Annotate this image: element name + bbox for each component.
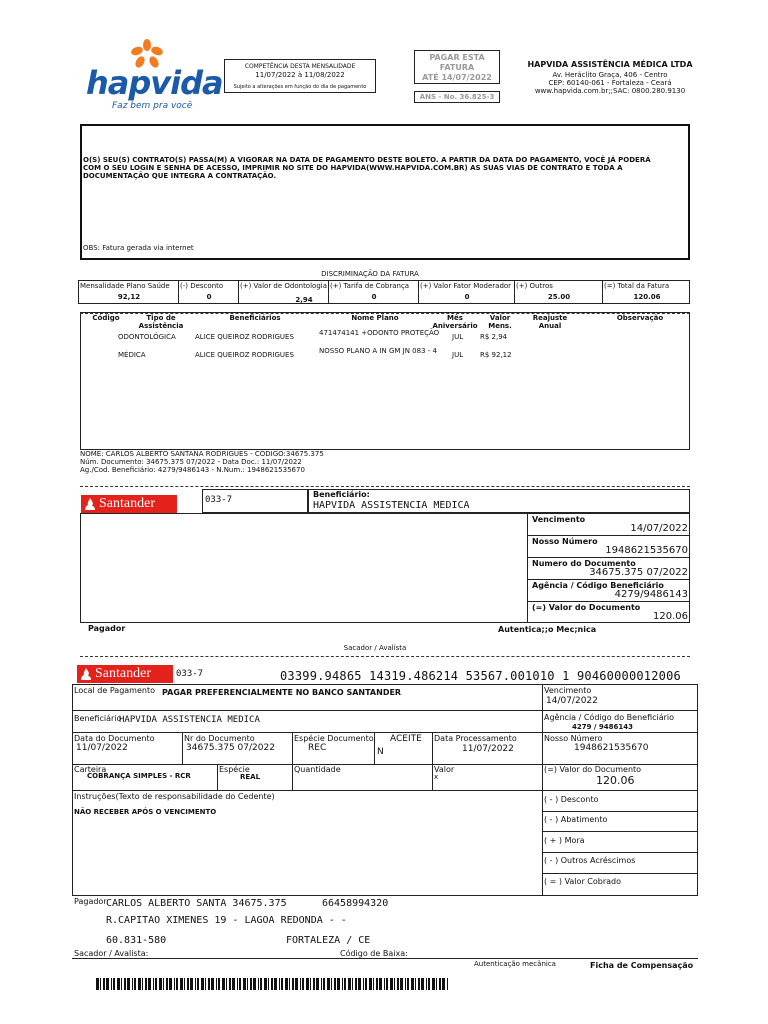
ficha-bank-code: 033-7 [176,669,204,679]
items-header-2: Beneficiários [229,314,281,322]
barcode-bar [247,978,248,990]
obs-text: OBS: Fatura gerada via internet [83,244,194,252]
ficha-vline [182,732,183,764]
ficha-vline [292,732,293,764]
ficha-instrucoes-label: Instruções(Texto de responsabilidade do Cedente) [74,792,275,801]
recibo-field-divider [527,557,690,558]
barcode-bar [243,978,246,990]
ficha-abatimento-label: ( - ) Abatimento [544,815,608,824]
disc-cell-5 [514,280,602,304]
items-header-3: Nome Plano [351,314,399,322]
items-header-5: Valor Mens. [488,314,512,330]
ficha-especie-label: Espécie [219,765,250,774]
disc-value: 120.06 [633,293,661,301]
recibo-bank-code-box [202,489,308,513]
ficha-beneficiario: HAPVIDA ASSISTENCIA MEDICA [119,715,260,725]
ficha-nosso-numero-label: Nosso Número [544,734,603,743]
ficha-data-proc-label: Data Processamento [434,734,517,743]
ficha-especie-doc-label: Espécie Documento [294,734,374,743]
barcode-bar [369,978,372,990]
barcode-bar [426,978,427,990]
row-tipo: ODONTOLÓGICA [118,333,176,341]
ficha-bottom-line [72,958,698,959]
items-header-7: Observação [616,314,664,322]
barcode-bar [436,978,437,990]
company-addr1: Av. Heráclito Graça, 406 - Centro [552,71,668,79]
barcode-bar [103,978,105,990]
barcode-bar [145,978,147,990]
ficha-agencia: 4279 / 9486143 [572,723,634,731]
barcode-bar [124,978,126,990]
barcode-bar [132,978,133,990]
barcode-bar [295,978,298,990]
disc-value: 0 [464,293,470,301]
barcode-bar [106,978,109,990]
hapvida-logo [86,38,223,116]
barcode-bar [331,978,332,990]
ficha-outros-label: ( - ) Outros Acréscimos [544,856,636,865]
ficha-local: PAGAR PREFERENCIALMENTE NO BANCO SANTANDER [162,688,402,697]
competencia-period: 11/07/2022 à 11/08/2022 [255,71,345,79]
barcode-bar [111,978,112,990]
competencia-note: Sujeito a alterações em função do dia de pagamento [233,84,367,90]
barcode-bar [363,978,364,990]
barcode-bar [180,978,183,990]
row-plano: NOSSO PLANO A IN GM JN 083 - 4 [319,347,437,355]
barcode-bar [218,978,220,990]
contract-notice-box [80,124,690,260]
recibo-valor: 120.06 [653,611,688,622]
pay-line2: FATURA [439,63,475,72]
ficha-pagador-cep: 60.831-580 [106,935,167,946]
ficha-valor-label: Valor [434,765,455,774]
barcode-bar [258,978,259,990]
barcode-bar [100,978,101,990]
disc-cell-3 [328,280,418,304]
disc-cell-2 [238,280,328,304]
barcode-bar [153,978,154,990]
row-mes: JUL [452,351,464,359]
barcode-bar [352,978,353,990]
ficha-pagador-line2: R.CAPITAO XIMENES 19 - LAGOA REDONDA - - [106,915,347,926]
ficha-pagador-city: FORTALEZA / CE [286,935,371,946]
barcode-bar [121,978,122,990]
table-row [80,348,690,366]
barcode-bar [302,978,304,990]
barcode-bar [239,978,241,990]
barcode-bar [316,978,319,990]
recibo-num-doc: 34675.375 07/2022 [589,567,688,578]
ficha-cobrado-label: ( = ) Valor Cobrado [544,877,621,886]
barcode-bar [232,978,235,990]
disc-cell-4 [418,280,514,304]
barcode-bar [358,978,361,990]
barcode-bar [155,978,157,990]
barcode-bar [190,978,193,990]
company-addr3: www.hapvida.com.br;;SAC: 0800.280.9130 [534,87,686,95]
barcode-bar [386,978,388,990]
recibo-beneficiario-box [308,489,690,513]
recibo-vencimento: 14/07/2022 [630,523,688,534]
barcode-bar [321,978,322,990]
linha-digitavel: 03399.94865 14319.486214 53567.001010 1 90460000012006 [280,669,681,683]
barcode-bar [342,978,343,990]
barcode-bar [279,978,280,990]
barcode-bar [418,978,420,990]
barcode-bar [365,978,367,990]
ficha-compensacao-label: Ficha de Compensação [590,961,694,970]
discriminacao-title: DISCRIMINAÇÃO DA FATURA [321,270,419,278]
ficha-pagador-doc: 66458994320 [322,898,389,909]
disc-cell-0 [78,280,178,304]
company-name: HAPVIDA ASSISTÊNCIA MÉDICA LTDA [527,60,693,69]
barcode-bar [268,978,269,990]
recibo-agencia: 4279/9486143 [614,589,688,600]
ficha-data-doc: 11/07/2022 [76,743,128,753]
barcode-bar [379,978,382,990]
items-header-0: Código [92,314,120,322]
payer-info-line3: Ag./Cod. Beneficiário: 4279/9486143 - N.Num.: 1948621535670 [80,466,305,474]
barcode-bar [310,978,311,990]
disc-label: (+) Outros [516,282,553,290]
ficha-especie-doc: REC [308,743,327,753]
recibo-sacador-label: Sacador / Avalista [343,644,407,652]
row-valor: R$ 92,12 [480,351,512,359]
ficha-carteira: COBRANÇA SIMPLES - RCR [87,772,191,780]
ficha-vline [292,764,293,790]
disc-value: 2,94 [295,296,313,304]
barcode-bar [174,978,175,990]
barcode-bar [323,978,325,990]
barcode-bar [442,978,445,990]
barcode-bar [163,978,164,990]
barcode-bar [355,978,357,990]
ficha-hline [542,831,698,832]
recibo-nosso-numero: 1948621535670 [605,545,688,556]
disc-value: 0 [206,293,212,301]
disc-label: Mensalidade Plano Saúde [80,282,170,290]
recibo-bank-code: 033-7 [205,495,233,505]
barcode-bar [229,978,231,990]
cut-line-top [80,486,690,487]
barcode-bar [187,978,189,990]
ficha-local-label: Local de Pagamento [74,686,155,695]
disc-label: (=) Total da Fatura [604,282,670,290]
ficha-hline [542,852,698,853]
disc-cell-1 [178,280,238,304]
barcode-bar [447,978,448,990]
barcode-bar [285,978,288,990]
barcode-bar [211,978,214,990]
barcode-bar [159,978,162,990]
ficha-hline [542,873,698,874]
barcode-bar [169,978,172,990]
santander-logo-ficha [77,665,173,683]
barcode-bar [260,978,262,990]
barcode-bar [197,978,199,990]
row-tipo: MÉDICA [118,351,146,359]
barcode-bar [216,978,217,990]
ficha-autenticacao-label: Autenticação mecânica [474,960,556,968]
barcode-bar [390,978,393,990]
items-header-4: Mês Aniversário [432,314,478,330]
barcode-bar [134,978,136,990]
recibo-field-divider [527,601,690,602]
barcode-bar [334,978,336,990]
ficha-vencimento-label: Vencimento [544,686,592,695]
barcode-bar [148,978,151,990]
barcode-bar [428,978,430,990]
ficha-vline [432,732,433,764]
recibo-nosso-numero-label: Nosso Número [532,537,598,546]
barcode-bar [411,978,414,990]
barcode-bar [222,978,225,990]
disc-cell-6 [602,280,690,304]
ficha-especie: REAL [240,773,261,781]
barcode-bar [201,978,204,990]
ficha-hline [72,710,698,711]
disc-value: 25.00 [547,293,571,301]
ficha-quantidade-label: Quantidade [294,765,341,774]
barcode-bar [281,978,283,990]
barcode-bar [138,978,141,990]
barcode-bar [274,978,277,990]
disc-label: (+) Valor Fator Moderador [420,282,512,290]
ficha-codigo-baixa-label: Código de Baixa: [340,949,408,958]
barcode-bar [289,978,290,990]
payer-info [80,450,480,474]
barcode-bar [205,978,206,990]
barcode-bar [373,978,374,990]
barcode-bar [226,978,227,990]
pay-line1: PAGAR ESTA [429,53,485,62]
recibo-beneficiario-label: Beneficiário: [313,490,370,499]
barcode-bar [397,978,399,990]
barcode-bar [127,978,130,990]
santander-logo-recibo [81,495,177,513]
barcode-bar [142,978,143,990]
ficha-nr-doc: 34675.375 07/2022 [186,743,275,753]
competencia-title: COMPETÊNCIA DESTA MENSALIDADE [244,63,356,70]
ficha-desconto-label: ( - ) Desconto [544,795,599,804]
disc-label: (+) Tarifa de Cobrança [330,282,410,290]
row-beneficiario: ALICE QUEIROZ RODRIGUES [195,351,294,359]
ficha-aceite: N [377,747,384,757]
ficha-mora-label: ( + ) Mora [544,836,585,845]
barcode-bar [113,978,115,990]
recibo-agencia-label: Agência / Código Beneficiário [532,581,664,590]
ans-box [414,91,500,103]
ficha-instrucoes: NÃO RECEBER APÓS O VENCIMENTO [74,808,217,816]
barcode-bar [208,978,210,990]
recibo-num-doc-label: Numero do Documento [532,559,636,568]
barcode-bar [306,978,309,990]
disc-label: (-) Desconto [180,282,224,290]
recibo-beneficiario: HAPVIDA ASSISTENCIA MEDICA [313,500,470,511]
ficha-vline [217,764,218,790]
ficha-vline [374,732,375,764]
barcode-bar [264,978,267,990]
recibo-field-divider [527,579,690,580]
barcode-bar [96,978,99,990]
brand-name: hapvida [86,64,223,102]
santander-flame-icon-ficha [81,668,91,680]
barcode-bar [292,978,294,990]
ficha-agencia-label: Agência / Código do Beneficiário [544,713,675,722]
disc-value: 0 [371,293,377,301]
ficha-hline [72,732,698,733]
brand-tagline: Faz bem pra você [112,101,193,111]
barcode-bar [344,978,346,990]
ficha-aceite-label: ACEITE [390,734,422,744]
barcode-bar [313,978,315,990]
barcode-bar [376,978,378,990]
barcode-bar [117,978,120,990]
barcode-bar [176,978,178,990]
recibo-field-divider [527,535,690,536]
ficha-data-proc: 11/07/2022 [462,744,514,754]
ficha-carteira-label: Carteira [74,765,107,774]
barcode-bar [253,978,256,990]
barcode-bar [300,978,301,990]
ficha-valor-x: x [434,773,439,781]
recibo-vencimento-label: Vencimento [532,515,586,524]
ficha-beneficiario-label: Beneficiário [74,714,122,723]
ficha-vencimento: 14/07/2022 [546,696,598,706]
ficha-valor-doc-label: (=) Valor do Documento [544,765,642,774]
pay-line3: ATÉ 14/07/2022 [422,73,492,82]
santander-flame-icon [85,498,95,510]
barcode-bar [348,978,351,990]
barcode-bar [400,978,403,990]
barcode-bar [394,978,395,990]
competencia-box [224,59,376,93]
pay-until-box [414,50,500,84]
recibo-valor-label: (=) Valor do Documento [532,603,641,612]
ficha-vline [432,764,433,790]
row-plano: 471474141 +ODONTO PROTEÇÃO [319,329,440,337]
cut-line-bottom [80,656,690,657]
barcode-bar [195,978,196,990]
barcode-bar [384,978,385,990]
recibo-autentica-label: Autentica;;o Mec;nica [498,625,597,634]
barcode-bar [337,978,340,990]
barcode-bar [407,978,409,990]
barcode-bar [271,978,273,990]
row-valor: R$ 2,94 [480,333,508,341]
ficha-nosso-numero: 1948621535670 [574,743,649,753]
barcode-bar [250,978,252,990]
barcode-bar [166,978,168,990]
barcode [96,978,452,990]
barcode-bar [327,978,330,990]
disc-label: (+) Valor de Odontologia [240,282,327,290]
payer-info-line1: NOME: CARLOS ALBERTO SANTANA RODRIGUES - CODIGO:34675.375 [80,450,324,458]
ficha-pagador-label: Pagador [74,897,107,906]
row-mes: JUL [452,333,464,341]
items-header-6: Reajuste Anual [532,314,568,330]
barcode-bar [237,978,238,990]
ficha-nr-doc-label: Nr do Documento [184,734,255,743]
company-addr2: CEP: 60140-061 - Fortaleza - Ceará [548,79,672,87]
ficha-hline [72,790,698,791]
ficha-hline [542,811,698,812]
contract-notice-text: O(S) SEU(S) CONTRATO(S) PASSA(M) A VIGORAR NA DATA DE PAGAMENTO DESTE BOLETO. A PARTIR DA DATA DO PAGAMENTO, VOCÊ JÁ PODERÁ COM O SEU LOGIN E SENHA DE ACESSO, IMPRIMIR NO SITE DO HAPVIDA(WWW.HAPVIDA.COM.BR) AS SUAS VIAS DE CONTRATO E TODA A DOCUMENTAÇÃO QUE INTEGRA A CONTRATAÇÃO. [83,156,651,180]
items-header-1: Tipo de Assistência [138,314,184,330]
barcode-bar [405,978,406,990]
ficha-pagador-line1: CARLOS ALBERTO SANTA 34675.375 [106,898,287,909]
ficha-valor-doc: 120.06 [596,774,635,787]
row-beneficiario: ALICE QUEIROZ RODRIGUES [195,333,294,341]
table-row [80,330,690,348]
recibo-pagador-label: Pagador [88,624,126,633]
disc-value: 92,12 [117,293,141,301]
ficha-sacador-label: Sacador / Avalista: [74,949,149,958]
payer-info-line2: Núm. Documento: 34675.375 07/2022 - Data Doc.: 11/07/2022 [80,458,302,466]
barcode-bar [421,978,424,990]
barcode-bar [184,978,185,990]
company-info [510,60,710,95]
barcode-bar [432,978,435,990]
santander-name: Santander [99,496,155,511]
santander-name-ficha: Santander [95,666,151,681]
barcode-bar [415,978,416,990]
ans-number: ANS - No. 36.825-3 [419,93,495,101]
barcode-bar [439,978,441,990]
ficha-data-doc-label: Data do Documento [74,734,155,743]
